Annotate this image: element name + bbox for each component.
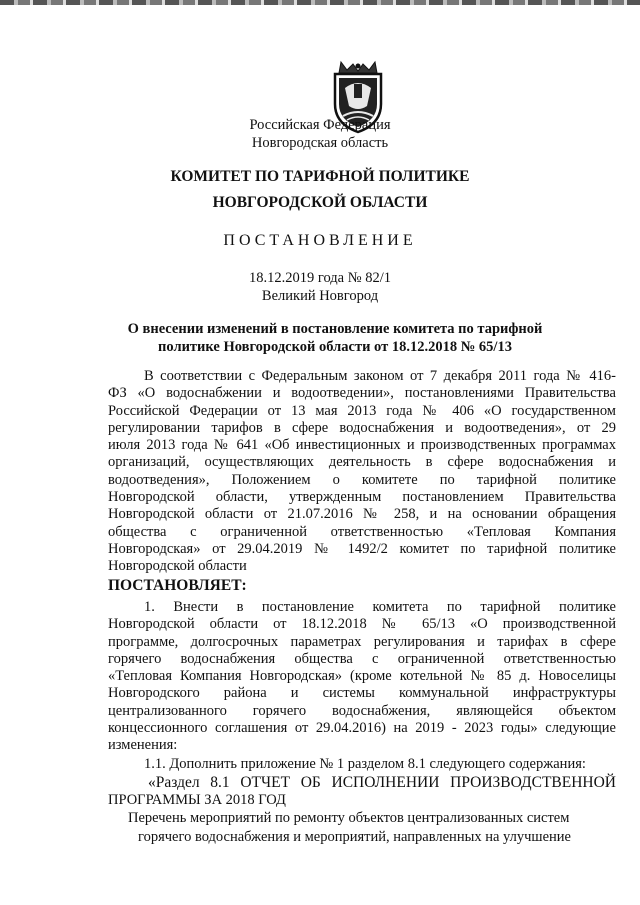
committee-title-line1: КОМИТЕТ ПО ТАРИФНОЙ ПОЛИТИКЕ (170, 168, 470, 185)
preamble-line: регулировании тарифов в сфере водоснабжения и водоотведения», от 29 (108, 419, 616, 436)
item-1-line: Новгородского района и системы коммунальной инфраструктуры (108, 685, 616, 702)
subject-line2: политике Новгородской области от 18.12.2018 № 65/13 (158, 339, 512, 355)
item-1-1: 1.1. Дополнить приложение № 1 разделом 8.1 следующего содержания: (144, 756, 586, 772)
preamble-paragraph (108, 368, 616, 576)
preamble-line: В соответствии с Федеральным законом от 7 декабря 2011 года № 416- (144, 368, 616, 384)
region-name: Новгородская область (251, 135, 389, 151)
document-type: ПОСТАНОВЛЕНИЕ (223, 232, 417, 249)
preamble-line: Новгородская» от 29.04.2019 № 1492/2 комитет по тарифной политике (108, 540, 616, 557)
item-1-line: программе, долгосрочных параметрах регулирования и тарифах в сфере (108, 633, 616, 650)
item-1-line: «Тепловая Компания Новгородская» (кроме котельной № 85 д. Новоселицы (108, 668, 616, 685)
document-date-number: 18.12.2019 года № 82/1 (249, 270, 391, 286)
section-heading-line2: ПРОГРАММЫ ЗА 2018 ГОД (108, 792, 286, 808)
item-1-line: 1. Внести в постановление комитета по тарифной политике (144, 599, 616, 615)
subject-line1: О внесении изменений в постановление комитета по тарифной (127, 321, 543, 337)
list-title-line2: горячего водоснабжения и мероприятий, направленных на улучшение (138, 829, 571, 845)
item-1-line: горячего водоснабжения общества с ограниченной ответственностью (108, 650, 616, 667)
list-title-line1: Перечень мероприятий по ремонту объектов централизованных систем (128, 810, 570, 826)
preamble-line: Новгородской области от 21.07.2016 № 258, и на основании обращения (108, 506, 616, 523)
country-name: Российская Федерация (249, 117, 391, 133)
preamble-line: организаций, осуществляющих деятельность в сфере водоснабжения и (108, 454, 616, 471)
item-1-line: Новгородской области от 18.12.2018 № 65/13 «О производственной (108, 616, 616, 633)
scan-top-edge (0, 0, 640, 5)
preamble-line: Новгородской области, утвержденным постановлением Правительства (108, 489, 616, 506)
preamble-line: июля 2013 года № 641 «Об инвестиционных и производственных программах (108, 437, 616, 454)
preamble-line: Новгородской области (108, 558, 247, 575)
preamble-line: водоотведения», Положением о комитете по тарифной политике (108, 471, 616, 488)
preamble-line: общества с ограниченной ответственностью «Тепловая Компания (108, 523, 616, 540)
item-1-line: концессионного соглашения от 29.04.2016) на 2019 - 2023 годы» следующие (108, 720, 616, 737)
committee-title-line2: НОВГОРОДСКОЙ ОБЛАСТИ (212, 194, 428, 211)
document-city: Великий Новгород (261, 288, 379, 304)
item-1-paragraph (108, 599, 616, 755)
preamble-line: ФЗ «О водоснабжении и водоотведении», постановлениями Правительства (108, 385, 616, 402)
item-1-line: изменения: (108, 737, 178, 754)
section-heading-line1: «Раздел 8.1 ОТЧЕТ ОБ ИСПОЛНЕНИИ ПРОИЗВОДСТВЕННОЙ (148, 774, 616, 791)
item-1-line: централизованного горячего водоснабжения, являющейся объектом (108, 702, 616, 719)
preamble-line: Российской Федерации от 13 мая 2013 года № 406 «О государственном (108, 402, 616, 419)
decree-word: ПОСТАНОВЛЯЕТ: (108, 577, 247, 594)
